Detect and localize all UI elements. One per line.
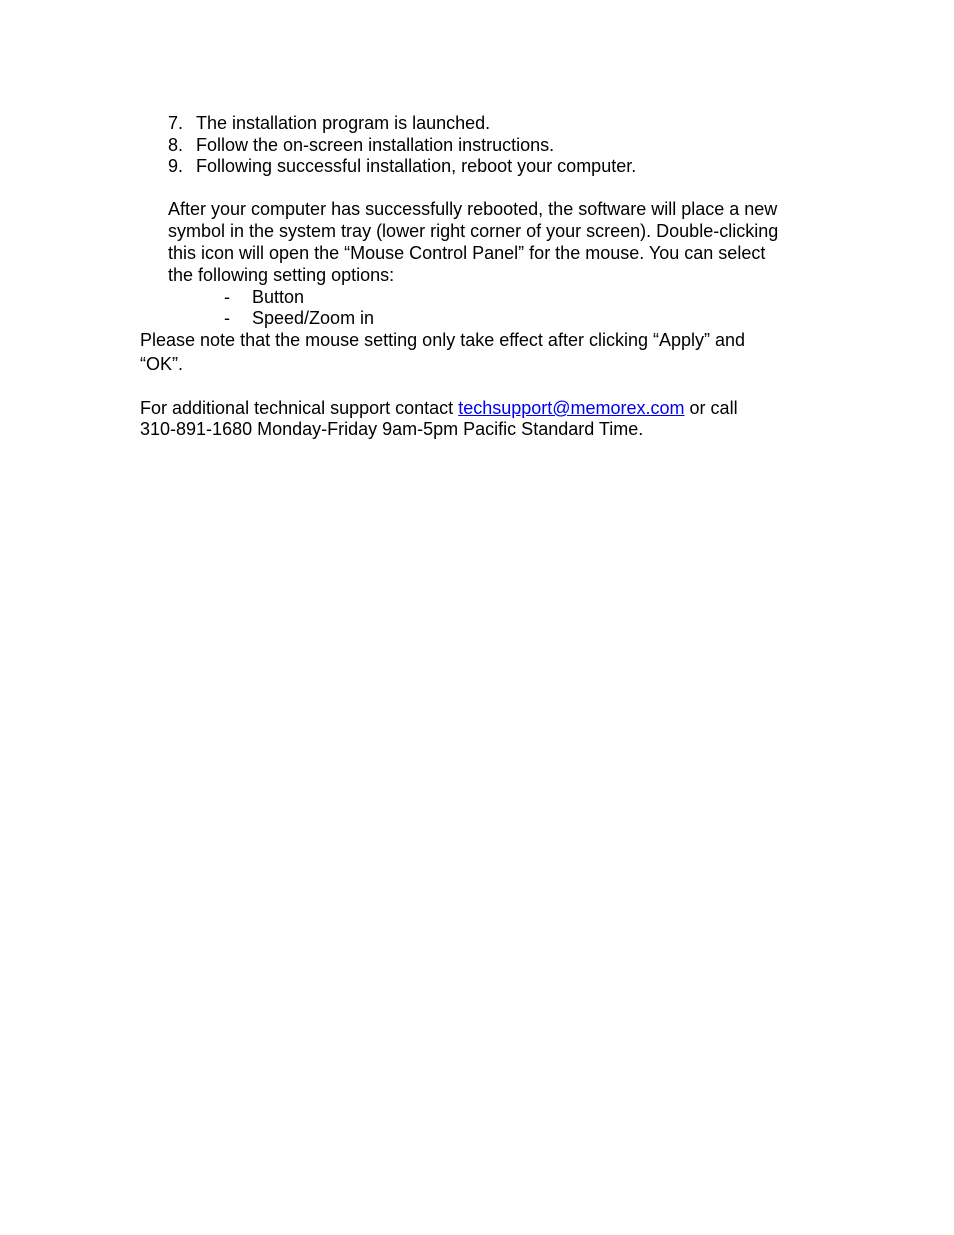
support-phone-hours: 310-891-1680 Monday-Friday 9am-5pm Pacific Standard Time. (140, 419, 644, 439)
step-text: Follow the on-screen installation instructions. (196, 135, 555, 155)
note-line: Please note that the mouse setting only take effect after clicking “Apply” and (140, 330, 746, 350)
support-suffix: or call (684, 398, 738, 418)
note-line: “OK”. (140, 354, 183, 374)
step-number: 9. (168, 156, 184, 176)
option-button: Button (252, 287, 305, 307)
paragraph-line: symbol in the system tray (lower right corner of your screen). Double-clicking (168, 221, 779, 241)
paragraph-line: this icon will open the “Mouse Control Panel” for the mouse. You can select (168, 243, 766, 263)
list-bullet: - (224, 287, 230, 307)
option-speed-zoom: Speed/Zoom in (252, 308, 375, 328)
support-email-link[interactable]: techsupport@memorex.com (458, 398, 685, 418)
step-number: 8. (168, 135, 184, 155)
paragraph-line: After your computer has successfully rebooted, the software will place a new (168, 199, 778, 219)
support-prefix: For additional technical support contact (140, 398, 459, 418)
support-line (140, 397, 738, 419)
step-text: The installation program is launched. (196, 113, 491, 133)
paragraph-line: the following setting options: (168, 265, 395, 285)
step-text: Following successful installation, reboot your computer. (196, 156, 637, 176)
step-number: 7. (168, 113, 184, 133)
list-bullet: - (224, 308, 230, 328)
